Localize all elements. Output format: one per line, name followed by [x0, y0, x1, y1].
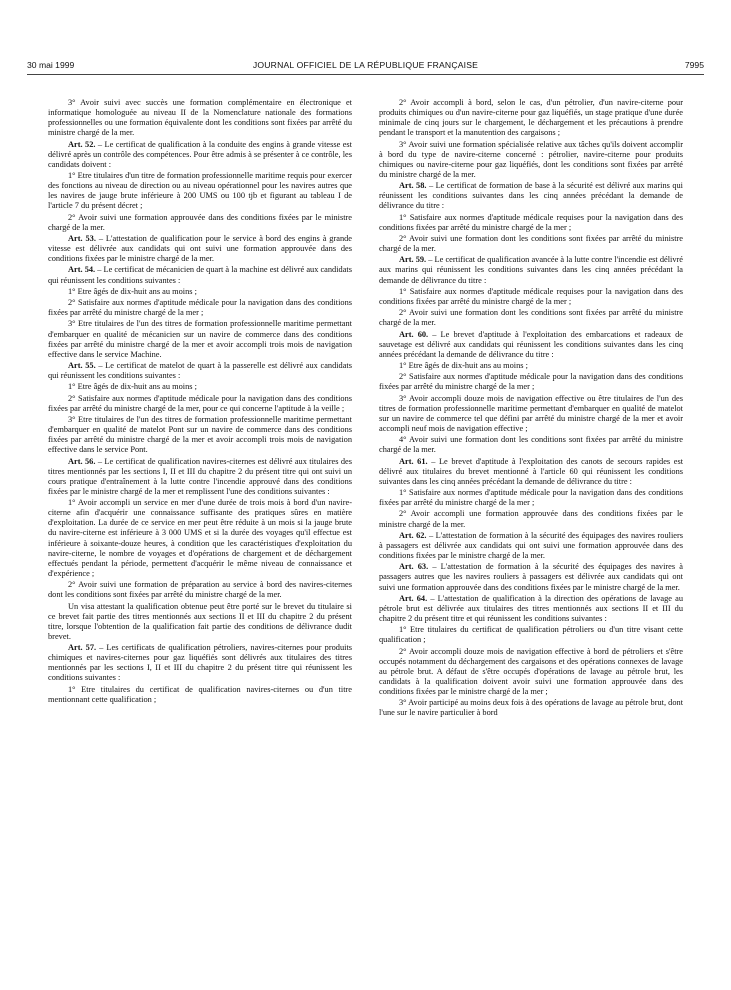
paragraph	[379, 287, 683, 307]
paragraph	[48, 498, 352, 579]
article-number: Art. 58.	[399, 181, 427, 191]
paragraph-text: 2° Satisfaire aux normes d'aptitude médicale pour la navigation dans des conditions fixées par arrêté du ministre chargé de la mer, pour ce qui concerne l'aptitude à la veille ;	[48, 393, 352, 413]
paragraph-text: – Le brevet d'aptitude à l'exploitation des canots de secours rapides est délivré aux titulaires du brevet mentionné à l'article 60 qui réunissent les conditions suivantes dans les cinq années précédant la demande de délivrance du titre :	[379, 456, 683, 486]
paragraph-text: 1° Etre âgés de dix-huit ans au moins ;	[68, 382, 197, 392]
paragraph	[48, 98, 352, 138]
paragraph-text: 1° Etre titulaires d'un titre de formation professionnelle maritime requis pour exercer des fonctions au niveau de direction ou au niveau opérationnel pour les navires autres que les navires de jauge brute inférieure à 200 UMS ou 100 tjb et figurant au tableau I de l'article 7 du présent décret ;	[48, 171, 352, 211]
paragraph-text: 1° Etre âgés de dix-huit ans au moins ;	[68, 286, 197, 296]
paragraph-text: 3° Etre titulaires de l'un des titres de formation professionnelle maritime permettant d'embarquer en qualité de matelot Pont sur un navire de commerce dans des conditions fixées par arrêté du ministre chargé de la mer et avoir accompli trois mois de navigation effective dans le service Pont.	[48, 415, 352, 455]
paragraph	[379, 509, 683, 529]
paragraph	[48, 265, 352, 285]
paragraph-text: 2° Satisfaire aux normes d'aptitude médicale pour la navigation dans des conditions fixées par arrêté du ministre chargé de la mer ;	[48, 298, 352, 318]
paragraph-text: 2° Avoir suivi une formation dont les conditions sont fixées par arrêté du ministre chargé de la mer.	[379, 308, 683, 328]
paragraph-text: 3° Avoir suivi avec succès une formation complémentaire en électronique et informatique homologuée au niveau II de la Nomenclature nationale des formations professionnelles ou une formation équivalente dont les conditions sont fixées par arrêté du ministre chargé de la mer.	[48, 98, 352, 138]
paragraph-text: 4° Avoir suivi une formation dont les conditions sont fixées par arrêté du ministre chargé de la mer.	[379, 435, 683, 455]
article-number: Art. 56.	[68, 456, 96, 466]
paragraph	[379, 213, 683, 233]
paragraph	[48, 394, 352, 414]
paragraph	[379, 562, 683, 592]
paragraph	[379, 140, 683, 180]
paragraph-text: 1° Etre titulaires du certificat de qualification navires-citernes ou d'un titre mentionnant cette qualification ;	[48, 684, 352, 704]
paragraph	[379, 308, 683, 328]
article-number: Art. 60.	[399, 329, 429, 339]
paragraph	[48, 643, 352, 683]
paragraph-text: – L'attestation de formation à la sécurité des équipages des navires à passagers autres que les navires rouliers à passagers est délivrée aux candidats qui ont suivi une formation approuvée dans des conditions fixées par le ministre chargé de la mer.	[379, 562, 683, 592]
paragraph-text: 1° Satisfaire aux normes d'aptitude médicale requises pour la navigation dans des conditions fixées par arrêté du ministre chargé de la mer ;	[379, 212, 683, 232]
article-number: Art. 59.	[399, 255, 427, 265]
article-number: Art. 55.	[68, 361, 96, 371]
paragraph-text: – Le certificat de matelot de quart à la passerelle est délivré aux candidats qui réunissent les conditions suivantes :	[48, 361, 352, 381]
page-number: 7995	[684, 60, 704, 70]
paragraph	[48, 415, 352, 455]
paragraph-text: 2° Avoir suivi une formation dont les conditions sont fixées par arrêté du ministre chargé de la mer.	[379, 233, 683, 254]
paragraph	[379, 435, 683, 455]
paragraph	[379, 457, 683, 487]
paragraph-text: – Le brevet d'aptitude à l'exploitation des embarcations et radeaux de sauvetage est délivré aux candidats qui réunissent les conditions suivantes dans les cinq années précédant la demande de délivrance du titre :	[379, 329, 683, 359]
paragraph	[379, 488, 683, 508]
paragraph-text: 3° Avoir participé au moins deux fois à des opérations de lavage au pétrole brut, dont l'une sur le navire particulier à bord	[379, 698, 683, 718]
paragraph	[48, 361, 352, 381]
paragraph-text: 1° Satisfaire aux normes d'aptitude médicale requises pour la navigation dans des conditions fixées par arrêté du ministre chargé de la mer ;	[379, 286, 683, 306]
article-number: Art. 62.	[399, 530, 427, 540]
paragraph-text: 2° Avoir suivi une formation de préparation au service à bord des navires-citernes dont les conditions sont fixées par arrêté du ministre chargé de la mer.	[48, 580, 352, 600]
paragraph	[48, 171, 352, 211]
paragraph	[379, 330, 683, 360]
paragraph	[48, 580, 352, 600]
paragraph-text: 2° Satisfaire aux normes d'aptitude médicale pour la navigation dans des conditions fixées par arrêté du ministre chargé de la mer ;	[379, 372, 683, 392]
paragraph-text: 3° Etre titulaires de l'un des titres de formation professionnelle maritime permettant d'embarquer en qualité de mécanicien sur un navire de commerce dans des conditions fixées par arrêté du ministre chargé de la mer et avoir accompli trois mois de navigation effective dans le service Machine.	[48, 319, 352, 359]
paragraph-text: 1° Avoir accompli un service en mer d'une durée de trois mois à bord d'un navire-citerne afin d'acquérir une connaissance suffisante des pratiques sûres en matière d'exploitation. La durée de ce service en mer peut être réduite à un mois si la jauge brute du navire-citerne est inférieure à 3 000 UMS et si la durée des voyages qu'il effectue est inférieure à soixante-douze heures, à condition que les caractéristiques d'exploitation du navire-citerne, le nombre de voyages et d'opérations de chargement et de déchargement effectués pendant la période, permettent d'acquérir le même niveau de connaissance et d'expérience ;	[48, 498, 352, 578]
paragraph	[379, 181, 683, 211]
paragraph	[48, 287, 352, 297]
paragraph-text: 2° Avoir accompli à bord, selon le cas, d'un pétrolier, d'un navire-citerne pour produits chimiques ou d'un navire-citerne pour gaz liquéfiés, un stage pratique d'une durée minimale de cinq jours sur le chargement, le déchargement et les précautions à prendre pendant le transport et la manutention des cargaisons ;	[379, 98, 683, 138]
paragraph-text: – L'attestation de formation à la sécurité des équipages des navires rouliers à passagers est délivrée aux candidats qui ont suivi une formation approuvée dans des conditions fixées par le ministre chargé de la mer.	[379, 530, 683, 561]
paragraph	[379, 394, 683, 434]
paragraph-text: 3° Avoir suivi une formation spécialisée relative aux tâches qu'ils doivent accomplir à bord du type de navire-citerne concerné : pétrolier, navire-citerne pour produits chimiques ou navire-citerne pour gaz liquéfiés, dont les conditions sont fixées par arrêté du ministre chargé de la mer.	[379, 139, 683, 179]
paragraph	[48, 382, 352, 392]
paragraph-text: 2° Avoir accompli douze mois de navigation effective à bord de pétroliers et s'être occupés notamment du déchargement des cargaisons et des opérations connexes de lavage au pétrole brut. A défaut de s'être occupés d'opérations de lavage au pétrole brut, les candidats à la qualification doivent avoir suivi une formation approuvée dans des conditions fixées par le ministre chargé de la mer ;	[379, 646, 683, 696]
paragraph-text: 1° Satisfaire aux normes d'aptitude médicale pour la navigation dans des conditions fixées par arrêté du ministre chargé de la mer ;	[379, 488, 683, 508]
paragraph	[379, 698, 683, 718]
paragraph	[379, 531, 683, 561]
paragraph	[48, 234, 352, 264]
paragraph	[379, 625, 683, 645]
paragraph-text: – L'attestation de qualification à la direction des opérations de lavage au pétrole brut est délivrée aux titulaires des titres mentionnés aux sections II et III du chapitre 2 du présent titre et qui réunissent les conditions suivantes :	[379, 593, 683, 623]
paragraph-text: – Le certificat de qualification à la conduite des engins à grande vitesse est délivré après un contrôle des compétences. Pour être admis à se présenter à ce contrôle, les candidats doivent :	[48, 139, 352, 169]
paragraph	[379, 594, 683, 624]
paragraph	[379, 372, 683, 392]
page-header	[27, 60, 704, 75]
paragraph-text: 2° Avoir suivi une formation approuvée dans des conditions fixées par le ministre chargé de la mer.	[48, 212, 352, 232]
article-number: Art. 53.	[68, 233, 96, 243]
paragraph-text: Un visa attestant la qualification obtenue peut être porté sur le brevet du titulaire si ce brevet fait partie des titres mentionnés aux sections II et III du chapitre 2 du présent titre, lorsque l'obtention de la qualification fait partie des conditions de délivrance dudit brevet.	[48, 601, 352, 641]
paragraph-text: 3° Avoir accompli douze mois de navigation effective ou être titulaires de l'un des titres de formation professionnelle maritime permettant d'embarquer en qualité de matelot sur un navire de commerce tel que défini par arrêté du ministre chargé de la mer et avoir accompli neuf mois de navigation effective ;	[379, 393, 683, 433]
journal-title: JOURNAL OFFICIEL DE LA RÉPUBLIQUE FRANÇAISE	[252, 60, 479, 70]
article-number: Art. 64.	[399, 593, 428, 603]
article-number: Art. 54.	[68, 265, 96, 275]
paragraph-text: – Le certificat de formation de base à la sécurité est délivré aux marins qui réunissent les conditions suivantes dans les cinq années précédant la demande de délivrance du titre :	[379, 181, 683, 211]
paragraph	[48, 319, 352, 359]
paragraph	[48, 298, 352, 318]
article-number: Art. 61.	[399, 456, 428, 466]
paragraph-text: – Le certificat de qualification avancée à la lutte contre l'incendie est délivré aux marins qui réunissent les conditions suivantes dans les cinq années précédant la demande de délivrance du titre :	[379, 255, 683, 285]
paragraph-text: – Le certificat de mécanicien de quart à la machine est délivré aux candidats qui réunissent les conditions suivantes :	[48, 265, 352, 285]
paragraph	[379, 234, 683, 254]
paragraph-text: 1° Etre âgés de dix-huit ans au moins ;	[399, 361, 528, 371]
paragraph	[48, 602, 352, 642]
header-date: 30 mai 1999	[27, 60, 75, 70]
paragraph	[379, 98, 683, 138]
paragraph-text: – Les certificats de qualification pétroliers, navires-citernes pour produits chimiques et navires-citernes pour gaz liquéfiés sont délivrés aux titulaires des titres mentionnés par les sections I, II et III du chapitre 2 du présent titre qui réunissent les conditions suivantes :	[48, 643, 352, 683]
paragraph-text: 1° Etre titulaires du certificat de qualification pétroliers ou d'un titre visant cette qualification ;	[379, 625, 683, 645]
right-column	[379, 98, 683, 990]
article-number: Art. 57.	[68, 643, 97, 653]
article-number: Art. 63.	[399, 562, 429, 572]
left-column	[48, 98, 352, 990]
paragraph	[379, 361, 683, 371]
paragraph	[379, 255, 683, 285]
paragraph	[379, 647, 683, 697]
paragraph-text: – L'attestation de qualification pour le service à bord des engins à grande vitesse est délivrée aux candidats qui ont suivi une formation approuvée dans des conditions fixées par le ministre chargé de la mer.	[48, 233, 352, 264]
paragraph	[48, 213, 352, 233]
article-number: Art. 52.	[68, 139, 96, 149]
paragraph	[48, 140, 352, 170]
paragraph	[48, 685, 352, 705]
paragraph	[48, 457, 352, 497]
paragraph-text: 2° Avoir accompli une formation approuvée dans des conditions fixées par le ministre chargé de la mer.	[379, 509, 683, 529]
paragraph-text: – Le certificat de qualification navires-citernes est délivré aux titulaires des titres mentionnés par les sections I, II et III du chapitre 2 du présent titre qui ont suivi un cours pratique d'entraînement à la lutte contre l'incendie approuvé dans des conditions fixées par le ministre chargé de la mer et remplissent l'une des conditions suivantes :	[48, 456, 352, 496]
